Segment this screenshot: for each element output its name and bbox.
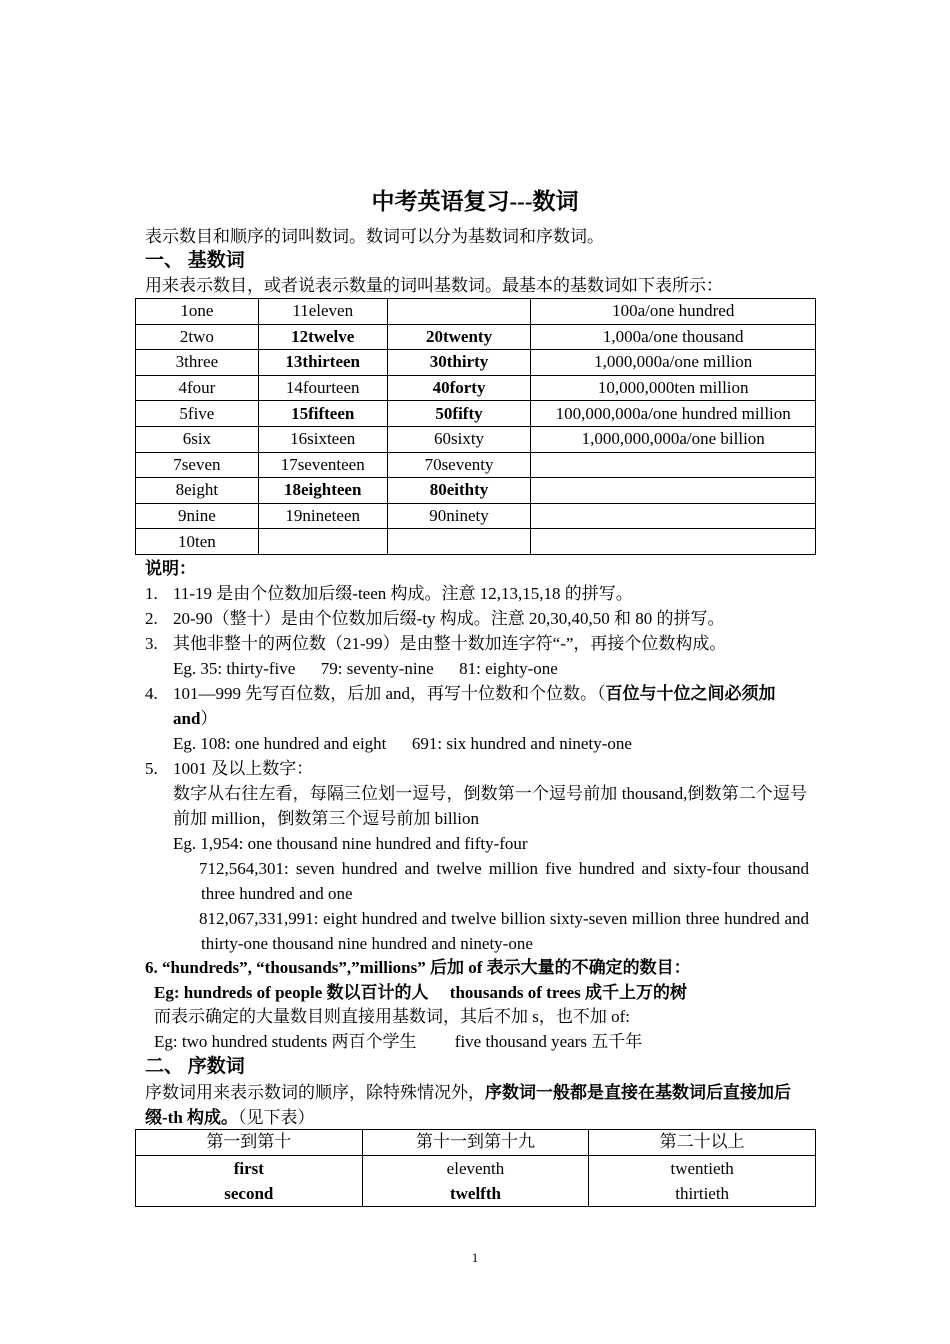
cardinal-cell: 12twelve — [258, 324, 387, 350]
cardinal-cell: 6six — [136, 426, 259, 452]
ordinal-value: eleventh — [446, 1158, 505, 1178]
note-3-example: Eg. 35: thirty-five 79: seventy-nine 81: eighty-one — [173, 659, 558, 678]
ordinal-header: 第一到第十 — [136, 1130, 363, 1156]
cardinal-cell — [258, 529, 387, 555]
section2-desc-emphasis: 序数词一般都是直接在基数词后直接加后缀-th 构成。 — [145, 1083, 791, 1127]
cardinal-cell: 14fourteen — [258, 375, 387, 401]
cardinal-cell: 15fifteen — [258, 401, 387, 427]
cardinal-cell: 10,000,000ten million — [531, 375, 816, 401]
note-6: 6. “hundreds”, “thousands”,”millions” 后加 of 表示大量的不确定的数目： — [145, 958, 691, 977]
cardinal-cell: 3three — [136, 350, 259, 376]
ordinal-row — [136, 1155, 816, 1206]
ordinal-value: twelfth — [449, 1183, 501, 1203]
note-1: 11-19 是由个位数加后缀-teen 构成。注意 12,13,15,18 的拼写。 — [173, 584, 633, 603]
cardinal-cell: 70seventy — [387, 452, 531, 478]
cardinal-row — [136, 324, 816, 350]
notes-label: 说明： — [145, 559, 196, 578]
cardinal-cell: 1,000a/one thousand — [531, 324, 816, 350]
cardinal-cell: 18eighteen — [258, 478, 387, 504]
note-4-emphasis: 百位与十位之间必须加 and — [173, 684, 776, 728]
note-5-example-2: 712,564,301: seven hundred and twelve million five hundred and sixty-four thousand three hundred and one — [199, 859, 809, 903]
note-5-number: 5. — [145, 759, 158, 778]
note-6-text: 而表示确定的大量数目则直接用基数词，其后不加 s，也不加 of: — [154, 1007, 630, 1026]
note-4-close: ） — [200, 709, 218, 728]
note-5-example-1: Eg. 1,954: one thousand nine hundred and fifty-four — [173, 834, 528, 853]
cardinal-cell: 90ninety — [387, 503, 531, 529]
cardinal-cell: 100a/one hundred — [531, 299, 816, 325]
cardinal-row — [136, 452, 816, 478]
page-title: 中考英语复习---数词 — [371, 189, 579, 214]
note-5-example-3: 812,067,331,991: eight hundred and twelve billion sixty-seven million three hundred and thirty-one thousand nine hundred and ninety-one — [199, 909, 809, 953]
cardinal-row — [136, 503, 816, 529]
cardinal-cell: 8eight — [136, 478, 259, 504]
cardinal-row — [136, 375, 816, 401]
cardinal-cell: 7seven — [136, 452, 259, 478]
cardinal-cell: 11eleven — [258, 299, 387, 325]
cardinal-cell: 5five — [136, 401, 259, 427]
cardinal-cell: 1one — [136, 299, 259, 325]
cardinal-cell — [531, 503, 816, 529]
cardinal-cell: 100,000,000a/one hundred million — [531, 401, 816, 427]
cardinal-cell: 30thirty — [387, 350, 531, 376]
page-number: 1 — [471, 1250, 479, 1265]
note-2: 20-90（整十）是由个位数加后缀-ty 构成。注意 20,30,40,50 和 80 的拼写。 — [173, 609, 725, 628]
cardinal-cell: 17seventeen — [258, 452, 387, 478]
cardinal-cell: 60sixty — [387, 426, 531, 452]
note-4 — [173, 681, 807, 731]
note-3: 其他非整十的两位数（21-99）是由整十数加连字符“-”，再接个位数构成。 — [173, 634, 727, 653]
cardinal-table — [135, 298, 816, 555]
ordinal-header: 第十一到第十九 — [362, 1130, 589, 1156]
cardinal-row — [136, 529, 816, 555]
note-4-example: Eg. 108: one hundred and eight 691: six hundred and ninety-one — [173, 734, 632, 753]
ordinal-cell — [589, 1155, 816, 1206]
cardinal-cell — [531, 478, 816, 504]
note-4-text: 101—999 先写百位数，后加 and，再写十位数和个位数。（ — [173, 684, 606, 703]
section2-desc — [145, 1080, 807, 1130]
ordinal-cell — [136, 1155, 363, 1206]
note-6-example: Eg: hundreds of people 数以百计的人 thousands of trees 成千上万的树 — [154, 983, 688, 1002]
cardinal-cell: 1,000,000a/one million — [531, 350, 816, 376]
ordinal-value: thirtieth — [675, 1183, 730, 1203]
section2-desc-note: （见下表） — [238, 1108, 315, 1127]
ordinal-header-row — [136, 1130, 816, 1156]
intro-text: 表示数目和顺序的词叫数词。数词可以分为基数词和序数词。 — [145, 227, 604, 246]
cardinal-cell: 16sixteen — [258, 426, 387, 452]
cardinal-cell — [387, 299, 531, 325]
cardinal-cell: 13thirteen — [258, 350, 387, 376]
ordinal-header: 第二十以上 — [589, 1130, 816, 1156]
note-5: 1001 及以上数字： — [173, 759, 314, 778]
cardinal-cell: 50fifty — [387, 401, 531, 427]
cardinal-row — [136, 299, 816, 325]
cardinal-cell — [387, 529, 531, 555]
cardinal-cell: 19nineteen — [258, 503, 387, 529]
cardinal-row — [136, 426, 816, 452]
cardinal-cell: 40forty — [387, 375, 531, 401]
ordinal-value: twentieth — [670, 1158, 734, 1178]
cardinal-cell — [531, 452, 816, 478]
cardinal-row — [136, 350, 816, 376]
section2-heading: 二、 序数词 — [145, 1056, 245, 1077]
cardinal-cell: 80eithty — [387, 478, 531, 504]
note-6-example-2: Eg: two hundred students 两百个学生 five thousand years 五千年 — [154, 1032, 643, 1051]
cardinal-cell: 10ten — [136, 529, 259, 555]
section1-heading: 一、 基数词 — [145, 250, 245, 271]
cardinal-cell: 20twenty — [387, 324, 531, 350]
note-1-number: 1. — [145, 584, 158, 603]
cardinal-cell: 9nine — [136, 503, 259, 529]
cardinal-cell: 1,000,000,000a/one billion — [531, 426, 816, 452]
ordinal-value: first — [233, 1158, 264, 1178]
section2-desc-text: 序数词用来表示数词的顺序，除特殊情况外， — [145, 1083, 485, 1102]
cardinal-cell: 4four — [136, 375, 259, 401]
note-3-number: 3. — [145, 634, 158, 653]
cardinal-row — [136, 401, 816, 427]
note-2-number: 2. — [145, 609, 158, 628]
section1-desc: 用来表示数目，或者说表示数量的词叫基数词。最基本的基数词如下表所示： — [145, 276, 723, 295]
note-4-number: 4. — [145, 684, 158, 703]
cardinal-cell — [531, 529, 816, 555]
ordinal-cell — [362, 1155, 589, 1206]
ordinal-value: second — [224, 1183, 274, 1203]
cardinal-row — [136, 478, 816, 504]
cardinal-cell: 2two — [136, 324, 259, 350]
ordinal-table — [135, 1129, 816, 1207]
note-5-text: 数字从右往左看，每隔三位划一逗号，倒数第一个逗号前加 thousand,倒数第二个逗号前加 million，倒数第三个逗号前加 billion — [173, 784, 807, 828]
